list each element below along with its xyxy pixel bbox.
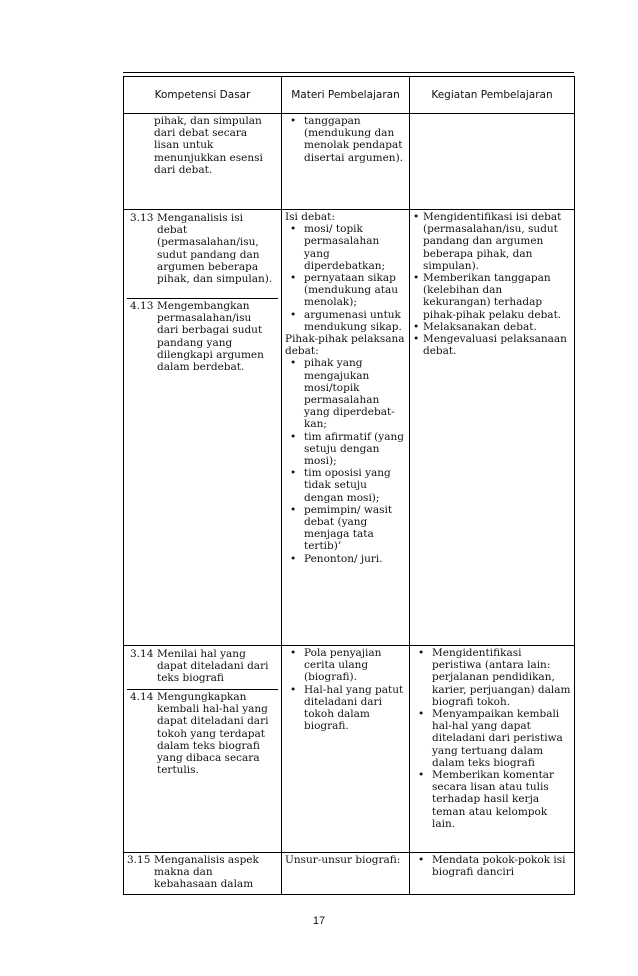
- kd-text: Mengembangkan permasalahan/isu dari berbagai sudut pandang yang dilengkapi argumen dalam berdebat.: [157, 300, 264, 374]
- table-header-row: [124, 77, 575, 114]
- list-item: • pernyataan sikap (mendukung atau menolak);: [285, 272, 406, 309]
- list-item: • Pola penyajian cerita ulang (biografi).: [285, 647, 406, 684]
- kegiatan-cell: [410, 853, 575, 895]
- list-item: • mosi/ topik permasalahan yang diperdebatkan;: [285, 223, 406, 272]
- list-item: • tanggapan (mendukung dan menolak pendapat disertai argumen).: [285, 115, 406, 164]
- materi-heading: Pihak-pihak pelaksana debat:: [285, 333, 405, 358]
- materi-cell: [282, 646, 410, 853]
- kd-continuation: pihak, dan simpulan dari debat secara lisan untuk menunjukkan esensi dari debat.: [154, 115, 263, 176]
- materi-cell: [282, 114, 410, 210]
- kd-text: Menganalisis aspek makna dan kebahasaan dalam: [154, 854, 259, 891]
- page-number: 17: [312, 915, 326, 927]
- list-item: • argumenasi untuk mendukung sikap.: [285, 309, 406, 333]
- kegiatan-list: [413, 211, 571, 357]
- kd-text: Menganalisis isi debat (permasalahan/isu, sudut pandang dan argumen beberapa pihak, dan simpulan).: [157, 212, 273, 286]
- kegiatan-cell: [410, 210, 575, 646]
- materi-heading: Isi debat:: [285, 211, 335, 223]
- kd-entry-3-14: [127, 647, 278, 689]
- kd-cell: [124, 114, 282, 210]
- list-item: • tim oposisi yang tidak setuju dengan mosi);: [285, 467, 406, 504]
- kd-cell: [124, 210, 282, 646]
- table-top-rule: [123, 72, 574, 73]
- list-item: • Memberikan tanggapan (kelebihan dan kekurangan) terhadap pihak-pihak pelaku debat.: [413, 272, 571, 321]
- header-kompetensi-dasar: Kompetensi Dasar: [124, 77, 282, 114]
- materi-list: [285, 357, 406, 564]
- kegiatan-list: [413, 854, 571, 878]
- materi-list: [285, 647, 406, 732]
- kd-number: 4.14: [130, 691, 154, 703]
- kegiatan-cell: [410, 114, 575, 210]
- list-item: • Hal-hal yang patut diteladani dari tokoh dalam biografi.: [285, 684, 406, 733]
- list-item: • Penonton/ juri.: [285, 553, 406, 565]
- table-row: [124, 646, 575, 853]
- kd-text: Mengungkapkan kembali hal-hal yang dapat diteladani dari tokoh yang terdapat dalam teks biografi yang dibaca secara tertulis.: [157, 691, 269, 777]
- kd-cell: [124, 646, 282, 853]
- header-kegiatan-pembelajaran: Kegiatan Pembelajaran: [410, 77, 575, 114]
- materi-list: [285, 115, 406, 164]
- list-item: • pemimpin/ wasit debat (yang menjaga tata tertib)’: [285, 504, 406, 553]
- materi-cell: [282, 210, 410, 646]
- kd-cell: [124, 853, 282, 895]
- header-materi-pembelajaran: Materi Pembelajaran: [282, 77, 410, 114]
- kd-number: 4.13: [130, 300, 154, 312]
- list-item: • Menyampaikan kembali hal-hal yang dapat diteladani dari peristiwa yang tertuang dalam dalam teks biografi: [413, 708, 571, 769]
- table-row: [124, 114, 575, 210]
- list-item: • tim afirmatif (yang setuju dengan mosi);: [285, 431, 406, 468]
- list-item: • pihak yang mengajukan mosi/topik permasalahan yang diperdebat-kan;: [285, 357, 406, 430]
- materi-list: [285, 223, 406, 333]
- list-item: • Memberikan komentar secara lisan atau tulis terhadap hasil kerja teman atau kelompok lain.: [413, 769, 571, 830]
- kd-entry-4-13: [127, 298, 278, 376]
- kd-number: 3.15: [127, 854, 151, 866]
- list-item: • Mengevaluasi pelaksanaan debat.: [413, 333, 571, 357]
- kd-entry-3-13: [127, 211, 278, 298]
- list-item: • Melaksanakan debat.: [413, 321, 571, 333]
- kd-number: 3.13: [130, 212, 154, 224]
- materi-cell: [282, 853, 410, 895]
- curriculum-table: [123, 76, 575, 895]
- kd-entry-4-14: [127, 689, 278, 779]
- list-item: • Mendata pokok-pokok isi biografi danciri: [413, 854, 571, 878]
- kd-text: Menilai hal yang dapat diteladani dari teks biografi: [157, 648, 269, 685]
- table-row: [124, 853, 575, 895]
- kegiatan-list: [413, 647, 571, 830]
- materi-heading: Unsur-unsur biografi:: [285, 854, 401, 866]
- list-item: • Mengidentifikasi isi debat (permasalahan/isu, sudut pandang dan argumen beberapa pihak, dan simpulan).: [413, 211, 571, 272]
- list-item: • Mengidentifikasi peristiwa (antara lain: perjalanan pendidikan, karier, perjuangan) dalam biografi tokoh.: [413, 647, 571, 708]
- kegiatan-cell: [410, 646, 575, 853]
- kd-number: 3.14: [130, 648, 154, 660]
- table-row: [124, 210, 575, 646]
